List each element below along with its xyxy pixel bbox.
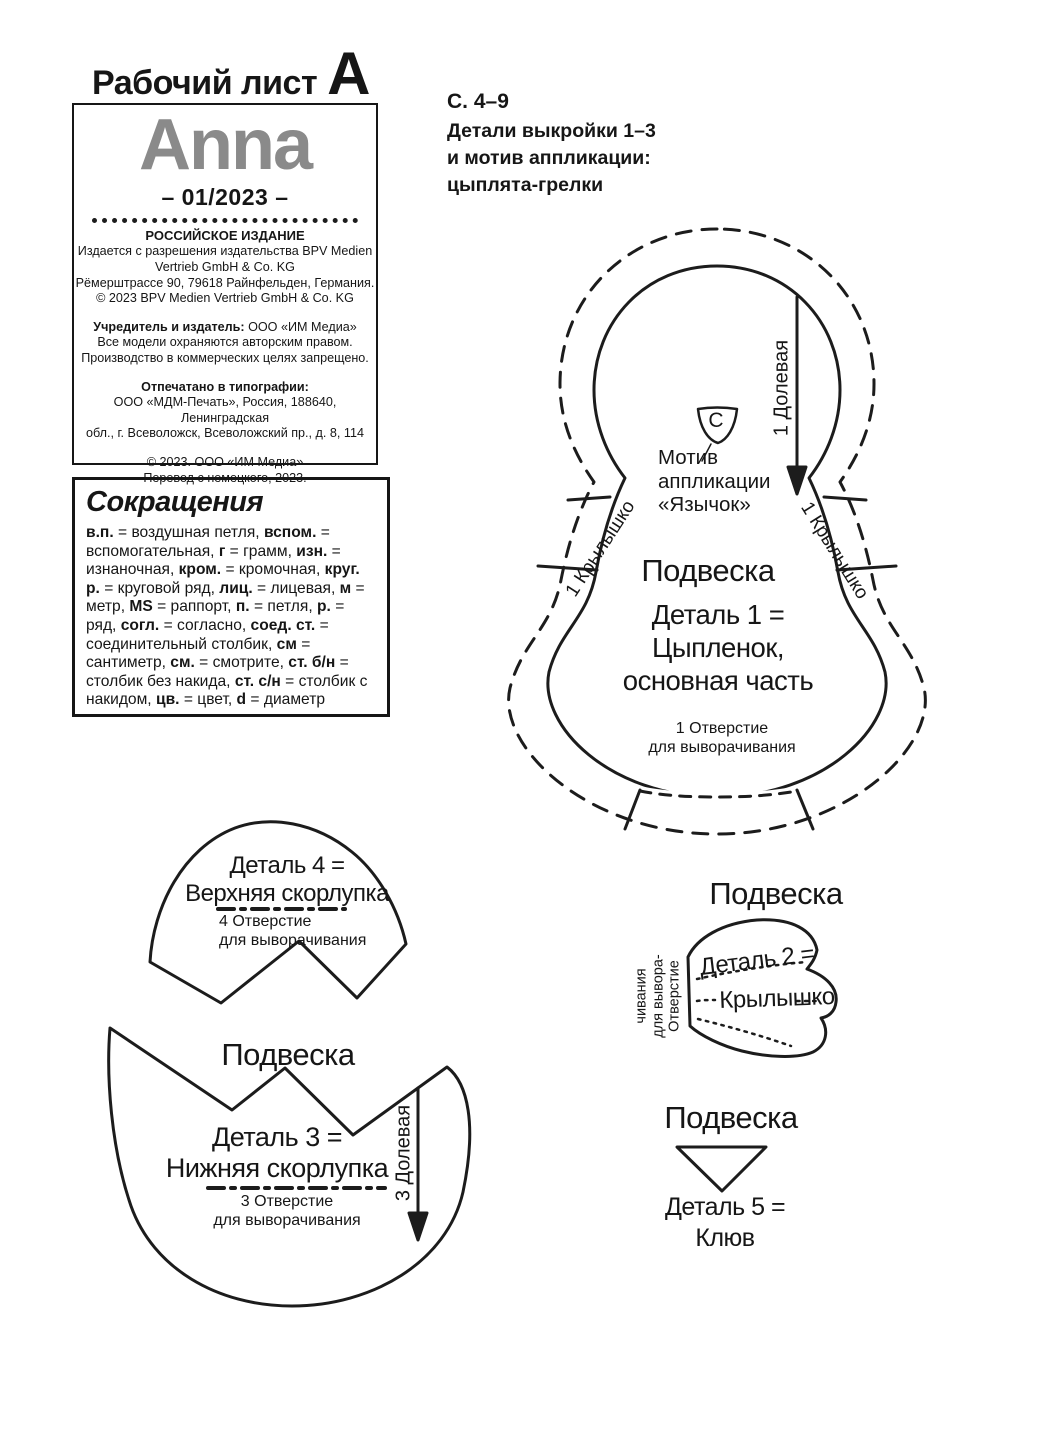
abbreviations-box — [72, 477, 390, 717]
piece1-wing-label-right: 1 Крылышко — [796, 498, 873, 604]
print-text: ООО «МДМ-Печать», Россия, 188640, Ленинградская обл., г. Всеволожск, Всеволожский пр., д. 8, 114 — [86, 395, 364, 441]
piece1-title: Подвеска — [641, 553, 775, 588]
print-title: Отпечатано в типографии: — [141, 379, 309, 394]
piece3-opening-label: 3 Отверстие для выворачивания — [213, 1193, 361, 1229]
piece3-grain-arrow-head — [409, 1213, 427, 1240]
piece1-name: Деталь 1 = Цыпленок, основная часть — [622, 599, 814, 696]
abbreviations-text: в.п. = воздушная петля, вспом. = вспомогательная, г = грамм, изн. = изнаночная, кром. = кромочная, круг. р. = круговой ряд, лиц. = лицевая, м = метр, MS = раппорт, п. = петля, р. = ряд, согл. = согласно, соед. ст. = соединительный столбик, см = сантиметр, см. = смотрите, ст. б/н = столбик без накида, ст. с/н = столбик с накидом, цв. = цвет, d = диаметр — [86, 524, 368, 709]
license-text: Издается с разрешения издательства BPV Medien Vertrieb GmbH & Co. KG Рёмерштрассе 90, 79618 Райнфельден, Германия. © 2023 BPV Medien Vertrieb GmbH & Co. KG — [75, 244, 375, 306]
founder-lead: Учредитель и издатель: ООО «ИМ Медиа» — [93, 319, 357, 334]
piece1-opening-label: 1 Отверстие для выворачивания — [648, 720, 796, 756]
motif-label: Мотив аппликации «Язычок» — [658, 446, 771, 516]
piece5-title: Подвеска — [664, 1100, 798, 1135]
dotted-divider — [92, 218, 358, 223]
piece5-name: Деталь 5 = Клюв — [664, 1193, 786, 1252]
motif-letter: С — [708, 409, 724, 432]
piece2-name: Деталь 2 = — [698, 940, 816, 981]
piece4-name: Деталь 4 = Верхняя скорлупка — [185, 852, 389, 907]
pattern-note — [447, 90, 656, 199]
worksheet-letter: А — [327, 40, 371, 107]
piece1-wing-label-left: 1 Крылышко — [561, 496, 640, 601]
piece5-outline — [677, 1147, 766, 1191]
issue-number: – 01/2023 – — [161, 184, 289, 211]
piece1-grain-arrow-head — [788, 467, 806, 494]
pattern-note-text: Детали выкройки 1–3 и мотив аппликации: цыплята-грелки — [447, 120, 656, 196]
page-reference: С. 4–9 — [447, 90, 509, 113]
edition-label: РОССИЙСКОЕ ИЗДАНИЕ — [145, 228, 305, 244]
piece1-opening-tick-left — [625, 790, 640, 829]
piece1-wing-tick-left-upper — [568, 497, 610, 500]
piece2-stitch-dotted-3 — [698, 1019, 791, 1046]
piece2-name2: Крылышко — [718, 982, 836, 1015]
piece1-grain-label: 1 Долевая — [770, 339, 793, 437]
founder-text: Все модели охраняются авторским правом. Производство в коммерческих целях запрещено. — [81, 335, 369, 365]
worksheet-title — [92, 40, 371, 107]
piece3-name: Деталь 3 = Нижняя скорлупка — [165, 1122, 389, 1183]
copyright-text: © 2023. ООО «ИМ Медиа» Перевод с немецкого, 2023. — [143, 454, 307, 485]
piece3-title: Подвеска — [221, 1037, 355, 1072]
abbreviations-title: Сокращения — [86, 486, 264, 518]
piece2-title: Подвеска — [709, 876, 843, 911]
piece1-wing-tick-right-upper — [824, 497, 866, 500]
worksheet-title-text: Рабочий лист — [92, 64, 318, 102]
piece4-opening-label: 4 Отверстие для выворачивания — [219, 913, 367, 949]
anna-logo: Anna — [139, 105, 311, 185]
piece1-opening-tick-right — [797, 790, 813, 829]
masthead-box — [72, 103, 378, 485]
piece2-stitch-dotted-2a — [697, 1000, 715, 1001]
piece3-grain-label: 3 Долевая — [392, 1104, 415, 1202]
piece2-opening-label: чивания для вывора- Отверстие — [633, 954, 683, 1038]
